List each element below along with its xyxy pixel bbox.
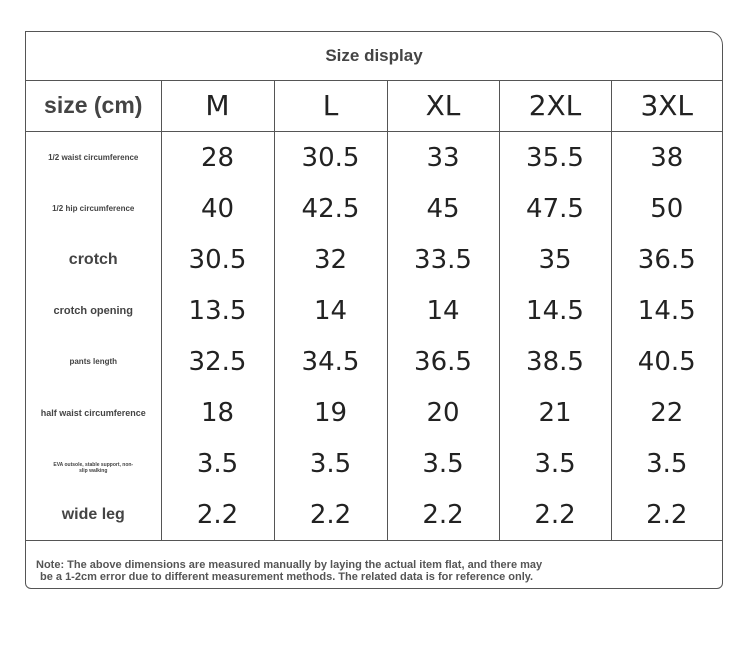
table-row	[26, 336, 722, 387]
table-cell: 30.5	[161, 234, 274, 285]
table-cell: 20	[387, 387, 499, 438]
table-cell: 38.5	[499, 336, 611, 387]
table-cell: 36.5	[387, 336, 499, 387]
table-row	[26, 285, 722, 336]
row-label: 1/2 hip circumference	[26, 183, 161, 234]
table-cell: 3.5	[161, 438, 274, 489]
table-cell: 33	[387, 132, 499, 184]
table-cell: 14.5	[499, 285, 611, 336]
table-cell: 32	[274, 234, 387, 285]
row-label: pants length	[26, 336, 161, 387]
table-cell: 50	[650, 193, 684, 224]
chart-title: Size display	[26, 32, 722, 81]
table-cell: 3.5	[387, 438, 499, 489]
table-cell: 45	[387, 183, 499, 234]
table-cell: 19	[274, 387, 387, 438]
table-cell: 34.5	[274, 336, 387, 387]
table-cell: 40.5	[637, 346, 696, 377]
table-cell: 33.5	[387, 234, 499, 285]
size-header: 2XL	[499, 80, 611, 132]
table-cell: 35	[499, 234, 611, 285]
table-cell: 14	[274, 285, 387, 336]
table-cell: 2.2	[611, 489, 722, 541]
table-cell: 18	[161, 387, 274, 438]
table-cell: 2.2	[161, 489, 274, 541]
table-row	[26, 387, 722, 438]
size-table	[26, 80, 722, 541]
table-cell: 28	[161, 132, 274, 184]
size-header: XL	[387, 80, 499, 132]
table-cell: 3.5	[274, 438, 387, 489]
row-label: crotch	[26, 234, 161, 285]
size-chart	[25, 31, 723, 589]
measurement-note	[36, 559, 692, 583]
table-cell: 35.5	[499, 132, 611, 184]
size-header: M	[161, 80, 274, 132]
table-cell: 30.5	[274, 132, 387, 184]
table-row	[26, 489, 722, 541]
table-cell: 38	[650, 142, 684, 173]
size-header: 3XL	[611, 80, 722, 132]
table-cell: 42.5	[274, 183, 387, 234]
size-header: L	[274, 80, 387, 132]
table-row	[26, 234, 722, 285]
header-row	[26, 80, 722, 132]
table-cell: 14.5	[637, 295, 696, 326]
row-label: EVA outsole, stable support, non-slip walking	[53, 462, 134, 474]
table-cell: 2.2	[274, 489, 387, 541]
row-label: wide leg	[26, 489, 161, 541]
table-cell: 36.5	[637, 244, 696, 275]
table-cell: 32.5	[161, 336, 274, 387]
table-cell: 2.2	[499, 489, 611, 541]
table-cell: 22	[650, 397, 684, 428]
corner-label: size (cm)	[26, 80, 161, 132]
note-line-1: Note: The above dimensions are measured manually by laying the actual item flat, and there may	[36, 559, 543, 571]
table-row	[26, 183, 722, 234]
table-row	[26, 132, 722, 184]
row-label: 1/2 waist circumference	[26, 132, 161, 184]
table-cell: 2.2	[387, 489, 499, 541]
table-row	[26, 438, 722, 489]
row-label: half waist circumference	[26, 387, 161, 438]
table-cell: 13.5	[161, 285, 274, 336]
table-cell: 21	[499, 387, 611, 438]
row-label: crotch opening	[26, 285, 161, 336]
table-cell: 3.5	[499, 438, 611, 489]
table-cell: 14	[387, 285, 499, 336]
table-cell: 3.5	[646, 448, 688, 479]
table-cell: 40	[161, 183, 274, 234]
note-line-2: be a 1-2cm error due to different measurement methods. The related data is for reference only.	[40, 571, 534, 583]
table-cell: 47.5	[499, 183, 611, 234]
row-label-cell	[26, 438, 161, 489]
